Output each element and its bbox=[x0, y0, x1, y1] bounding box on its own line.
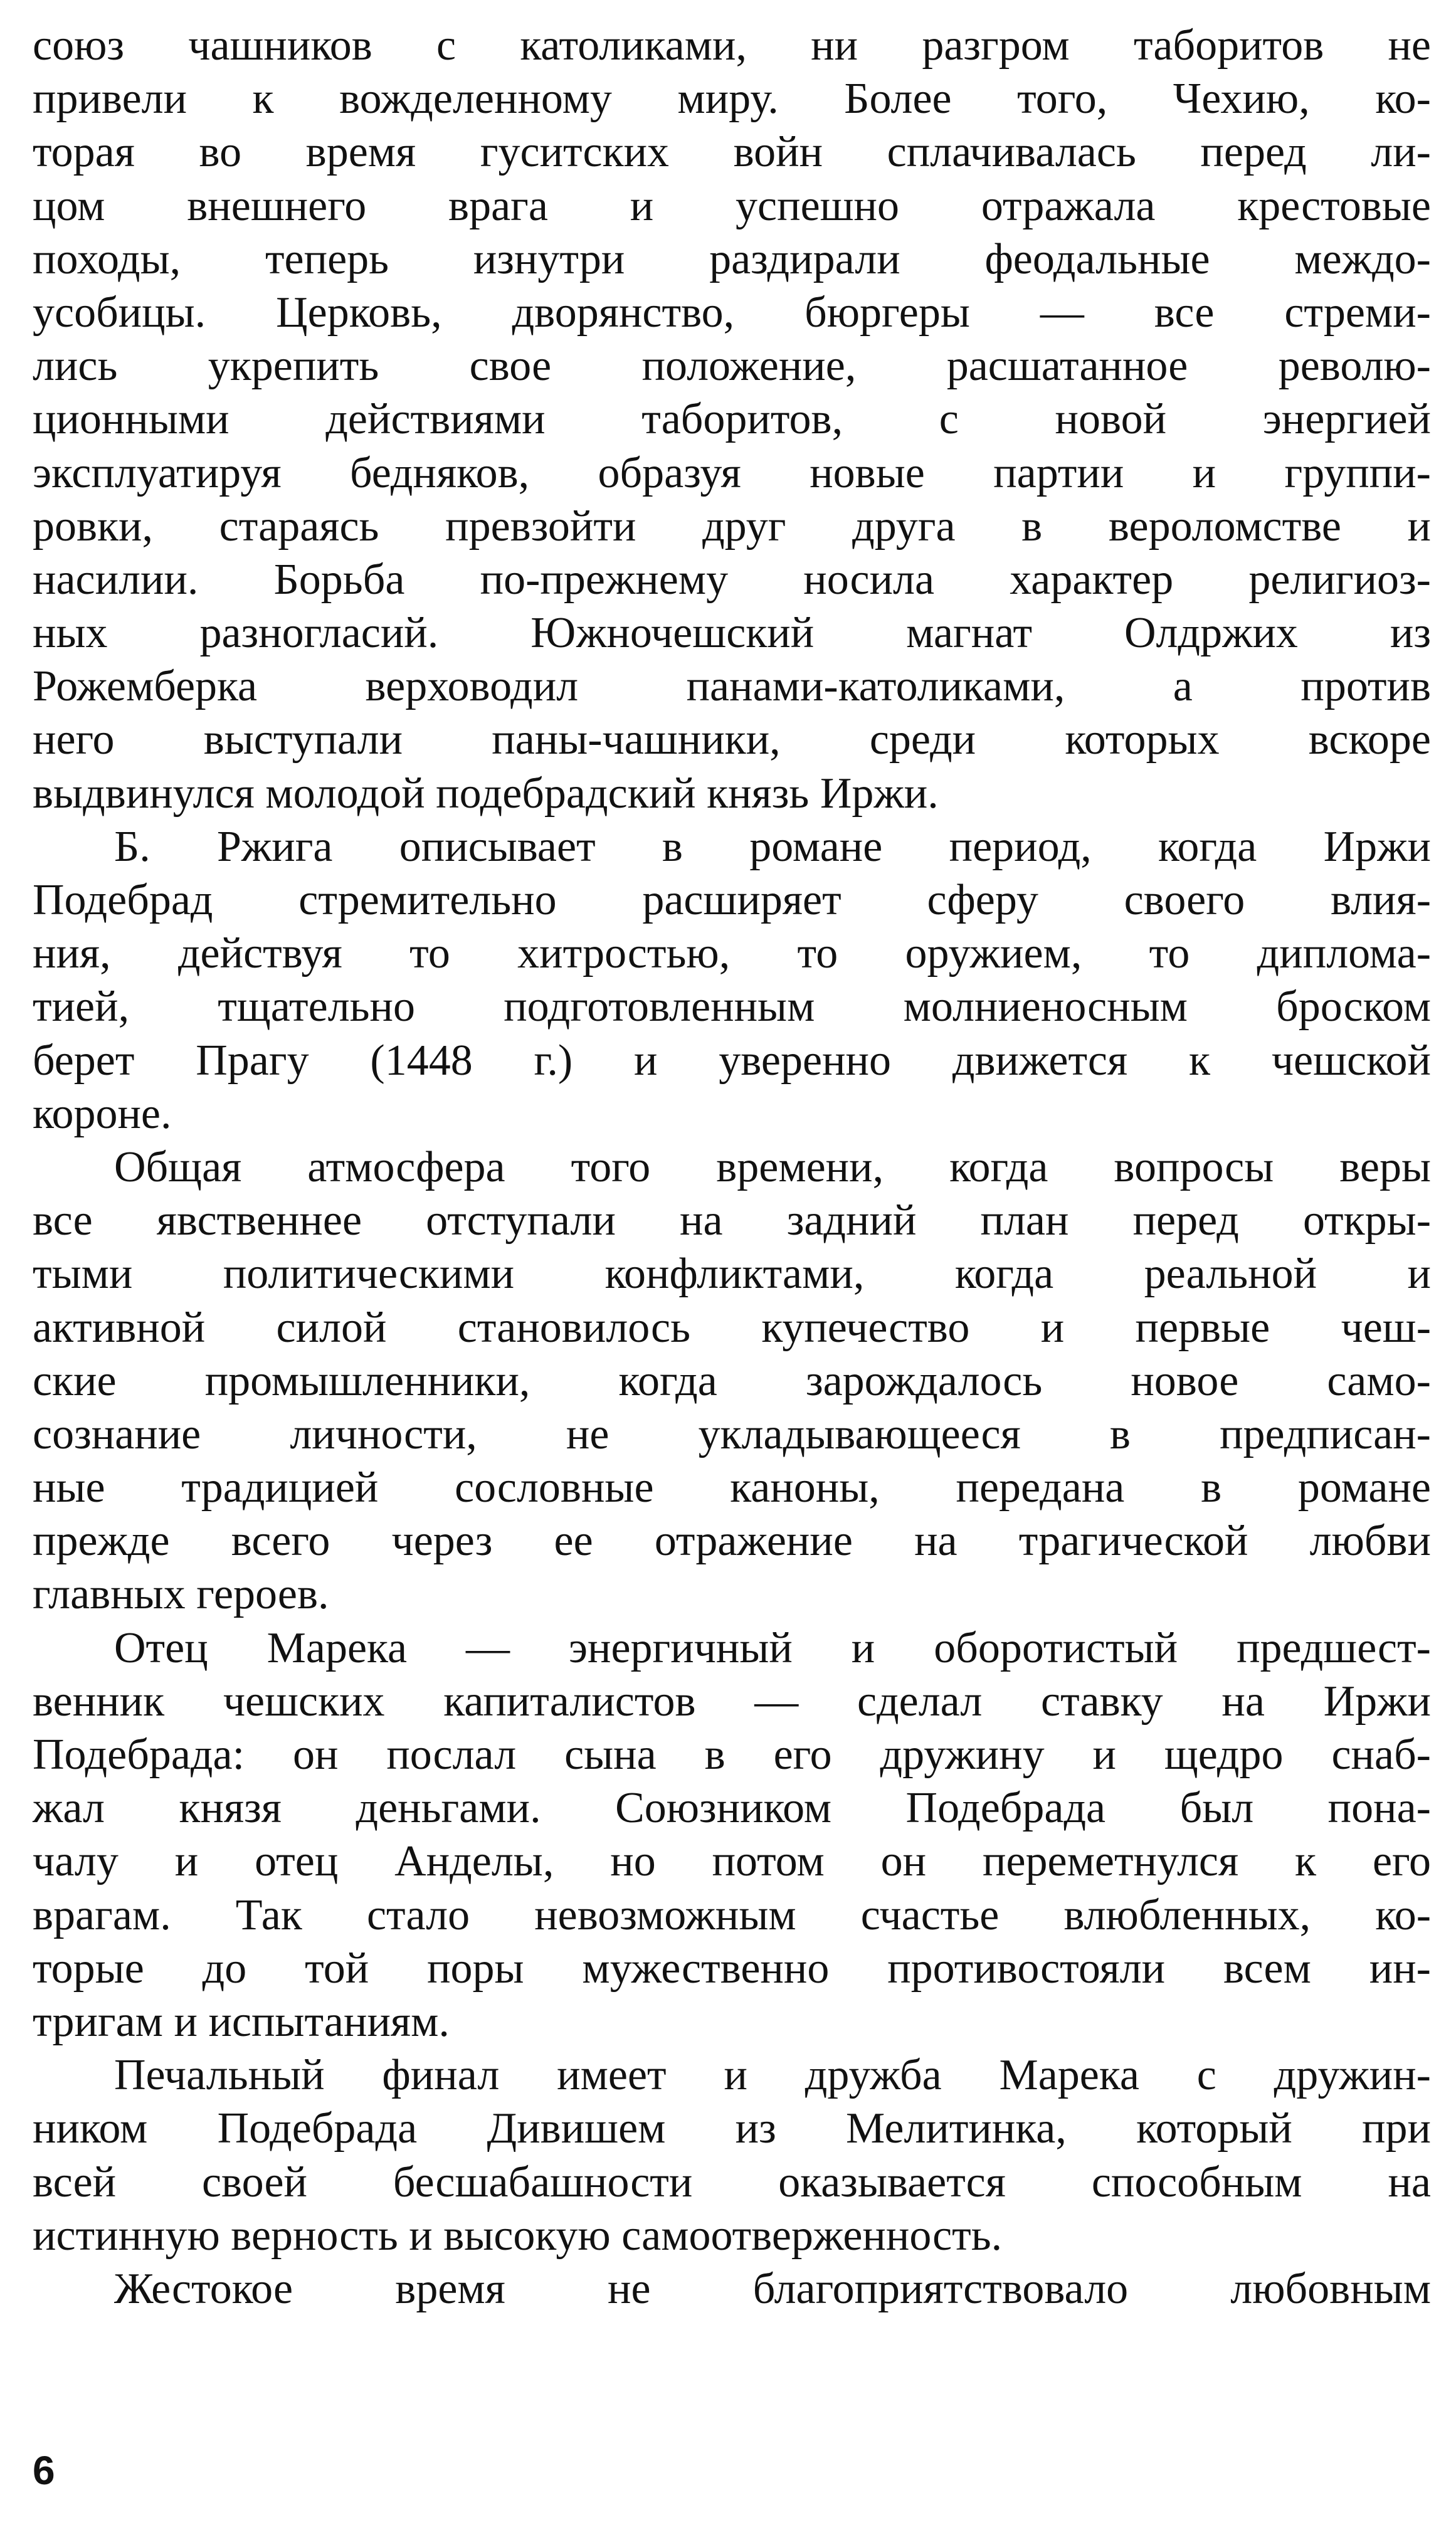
text-line: Подебрада: он послал сына в его дружину и щедро снаб- bbox=[33, 1731, 1431, 1779]
text-line: торые до той поры мужественно противостояли всем ин- bbox=[33, 1944, 1431, 1993]
paragraph bbox=[33, 820, 1431, 1141]
text-line: торая во время гуситских войн сплачивалась перед ли- bbox=[33, 128, 1431, 177]
text-line: прежде всего через ее отражение на трагической любви bbox=[33, 1517, 1431, 1566]
text-line: тией, тщательно подготовленным молниеносным броском bbox=[33, 983, 1431, 1031]
text-line: цом внешнего врага и успешно отражала крестовые bbox=[33, 181, 1431, 230]
text-line: эксплуатируя бедняков, образуя новые партии и группи- bbox=[33, 448, 1431, 497]
text-line: него выступали паны-чашники, среди которых вскоре bbox=[33, 715, 1431, 764]
text-line: ные традицией сословные каноны, передана в романе bbox=[33, 1463, 1431, 1512]
text-line: активной силой становилось купечество и первые чеш- bbox=[33, 1303, 1431, 1352]
text-line: ские промышленники, когда зарождалось новое само- bbox=[33, 1356, 1431, 1405]
paragraph bbox=[33, 19, 1431, 820]
text-line: ционными действиями таборитов, с новой энергией bbox=[33, 395, 1431, 444]
text-line: тыми политическими конфликтами, когда реальной и bbox=[33, 1250, 1431, 1299]
paragraph bbox=[33, 1621, 1431, 2049]
text-line: берет Прагу (1448 г.) и уверенно движется к чешской bbox=[33, 1036, 1431, 1085]
text-line: усобицы. Церковь, дворянство, бюргеры — все стреми- bbox=[33, 288, 1431, 337]
text-line: сознание личности, не укладывающееся в предписан- bbox=[33, 1410, 1431, 1458]
text-line: походы, теперь изнутри раздирали феодальные междо- bbox=[33, 235, 1431, 283]
text-line: привели к вожделенному миру. Более того, Чехию, ко- bbox=[33, 75, 1431, 124]
text-line: союз чашников с католиками, ни разгром таборитов не bbox=[33, 21, 1431, 70]
text-line: Жестокое время не благоприятствовало любовным bbox=[114, 2264, 1431, 2313]
text-line: главных героев. bbox=[33, 1570, 329, 1619]
text-line: истинную верность и высокую самоотверженность. bbox=[33, 2211, 1003, 2260]
paragraph bbox=[33, 2048, 1431, 2262]
text-line: Отец Марека — энергичный и оборотистый предшест- bbox=[114, 1623, 1431, 1672]
text-line: короне. bbox=[33, 1089, 172, 1138]
text-line: все явственнее отступали на задний план перед откры- bbox=[33, 1196, 1431, 1245]
text-line: Общая атмосфера того времени, когда вопросы веры bbox=[114, 1142, 1431, 1191]
text-line: венник чешских капиталистов — сделал ставку на Иржи bbox=[33, 1677, 1431, 1726]
page-number: 6 bbox=[33, 2448, 55, 2493]
text-line: ровки, стараясь превзойти друг друга в вероломстве и bbox=[33, 502, 1431, 551]
text-line: ником Подебрада Дивишем из Мелитинка, который при bbox=[33, 2104, 1431, 2153]
text-line: тригам и испытаниям. bbox=[33, 1997, 450, 2046]
text-line: чалу и отец Анделы, но потом он переметнулся к его bbox=[33, 1837, 1431, 1886]
text-line: лись укрепить свое положение, расшатанное револю- bbox=[33, 342, 1431, 391]
text-line: жал князя деньгами. Союзником Подебрада был пона- bbox=[33, 1784, 1431, 1833]
text-line: Б. Ржига описывает в романе период, когда Иржи bbox=[114, 822, 1431, 871]
text-line: Рожемберка верховодил панами-католиками, а против bbox=[33, 662, 1431, 711]
paragraph bbox=[33, 1141, 1431, 1621]
text-line: всей своей бесшабашности оказывается способным на bbox=[33, 2158, 1431, 2206]
text-line: ных разногласий. Южночешский магнат Олдржих из bbox=[33, 609, 1431, 658]
text-line: врагам. Так стало невозможным счастье влюбленных, ко- bbox=[33, 1890, 1431, 1939]
paragraph bbox=[33, 2262, 1431, 2316]
text-line: выдвинулся молодой подебрадский князь Иржи. bbox=[33, 769, 939, 818]
text-line: насилии. Борьба по-прежнему носила характер религиоз- bbox=[33, 555, 1431, 604]
text-line: Подебрад стремительно расширяет сферу своего влия- bbox=[33, 876, 1431, 924]
page-body bbox=[33, 19, 1431, 2316]
text-line: Печальный финал имеет и дружба Марека с дружин- bbox=[114, 2051, 1431, 2100]
text-line: ния, действуя то хитростью, то оружием, то диплома- bbox=[33, 929, 1431, 978]
